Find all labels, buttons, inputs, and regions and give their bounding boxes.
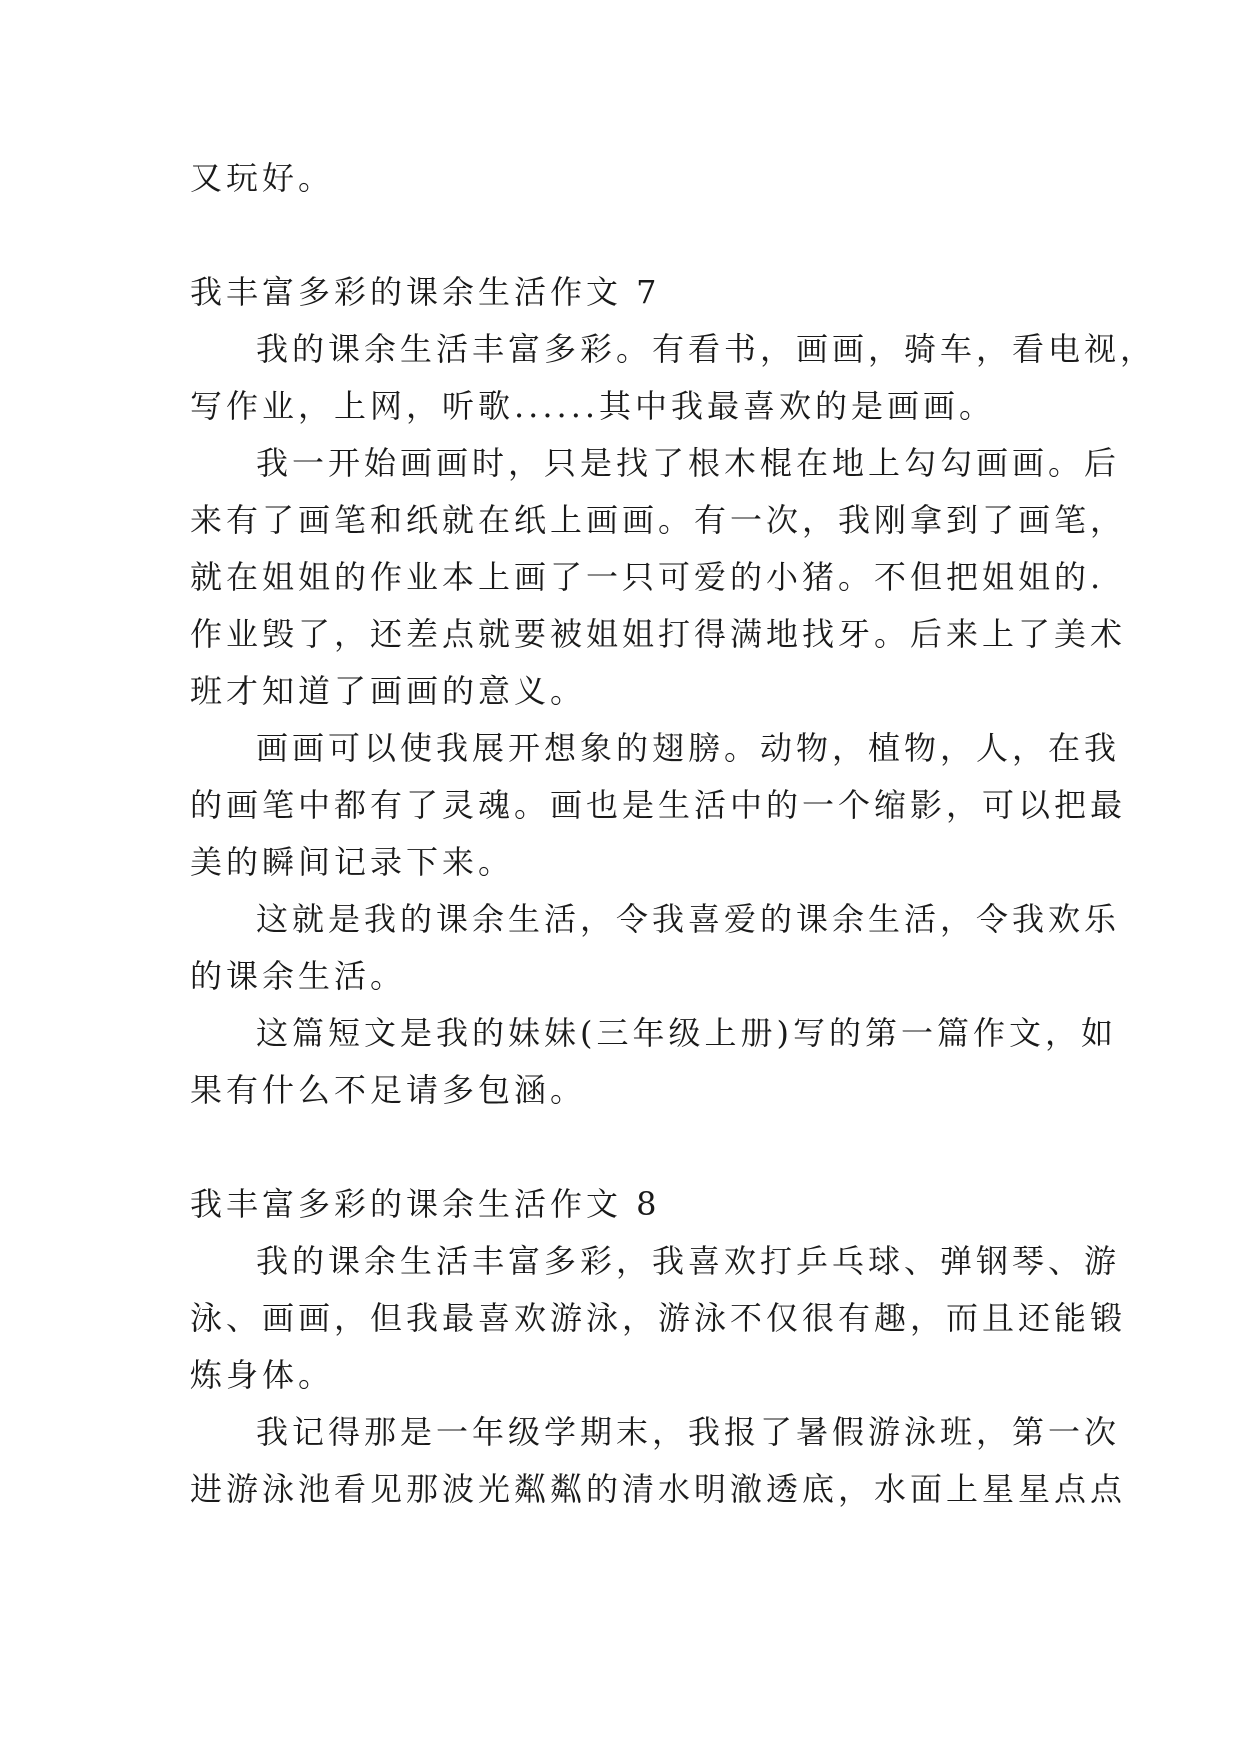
paragraph-line: 美的瞬间记录下来。 <box>190 843 515 881</box>
paragraph-line: 泳、画画，但我最喜欢游泳，游泳不仅很有趣，而且还能锻 <box>190 1299 1127 1337</box>
paragraph-line: 作业毁了，还差点就要被姐姐打得满地找牙。后来上了美术 <box>190 615 1127 653</box>
paragraph-line: 写作业，上网，听歌......其中我最喜欢的是画画。 <box>190 387 996 425</box>
paragraph-line: 这篇短文是我的妹妹(三年级上册)写的第一篇作文，如 <box>256 1014 1117 1052</box>
paragraph-line: 的画笔中都有了灵魂。画也是生活中的一个缩影，可以把最 <box>190 786 1127 824</box>
paragraph-line: 我的课余生活丰富多彩。有看书，画画，骑车，看电视， <box>256 330 1157 368</box>
paragraph-line: 我的课余生活丰富多彩，我喜欢打乒乓球、弹钢琴、游 <box>256 1242 1121 1280</box>
paragraph-line: 的课余生活。 <box>190 957 407 995</box>
paragraph-line: 进游泳池看见那波光粼粼的清水明澈透底，水面上星星点点 <box>190 1470 1127 1508</box>
document-page <box>190 150 1157 1518</box>
paragraph-line: 就在姐姐的作业本上画了一只可爱的小猪。不但把姐姐的. <box>190 558 1105 596</box>
paragraph-line: 画画可以使我展开想象的翅膀。动物，植物，人，在我 <box>256 729 1121 767</box>
section-title-7: 我丰富多彩的课余生活作文 7 <box>190 273 661 311</box>
paragraph-line: 又玩好。 <box>190 159 335 197</box>
paragraph-line: 我记得那是一年级学期末，我报了暑假游泳班，第一次 <box>256 1413 1121 1451</box>
paragraph-line: 我一开始画画时，只是找了根木棍在地上勾勾画画。后 <box>256 444 1121 482</box>
paragraph-line: 来有了画笔和纸就在纸上画画。有一次，我刚拿到了画笔， <box>190 501 1127 539</box>
paragraph-line: 炼身体。 <box>190 1356 335 1394</box>
paragraph-line: 果有什么不足请多包涵。 <box>190 1071 587 1109</box>
paragraph-line: 这就是我的课余生活，令我喜爱的课余生活，令我欢乐 <box>256 900 1121 938</box>
paragraph-line: 班才知道了画画的意义。 <box>190 672 587 710</box>
section-title-8: 我丰富多彩的课余生活作文 8 <box>190 1185 661 1223</box>
paragraph-gap <box>190 207 1050 264</box>
paragraph-gap <box>190 1119 1050 1176</box>
